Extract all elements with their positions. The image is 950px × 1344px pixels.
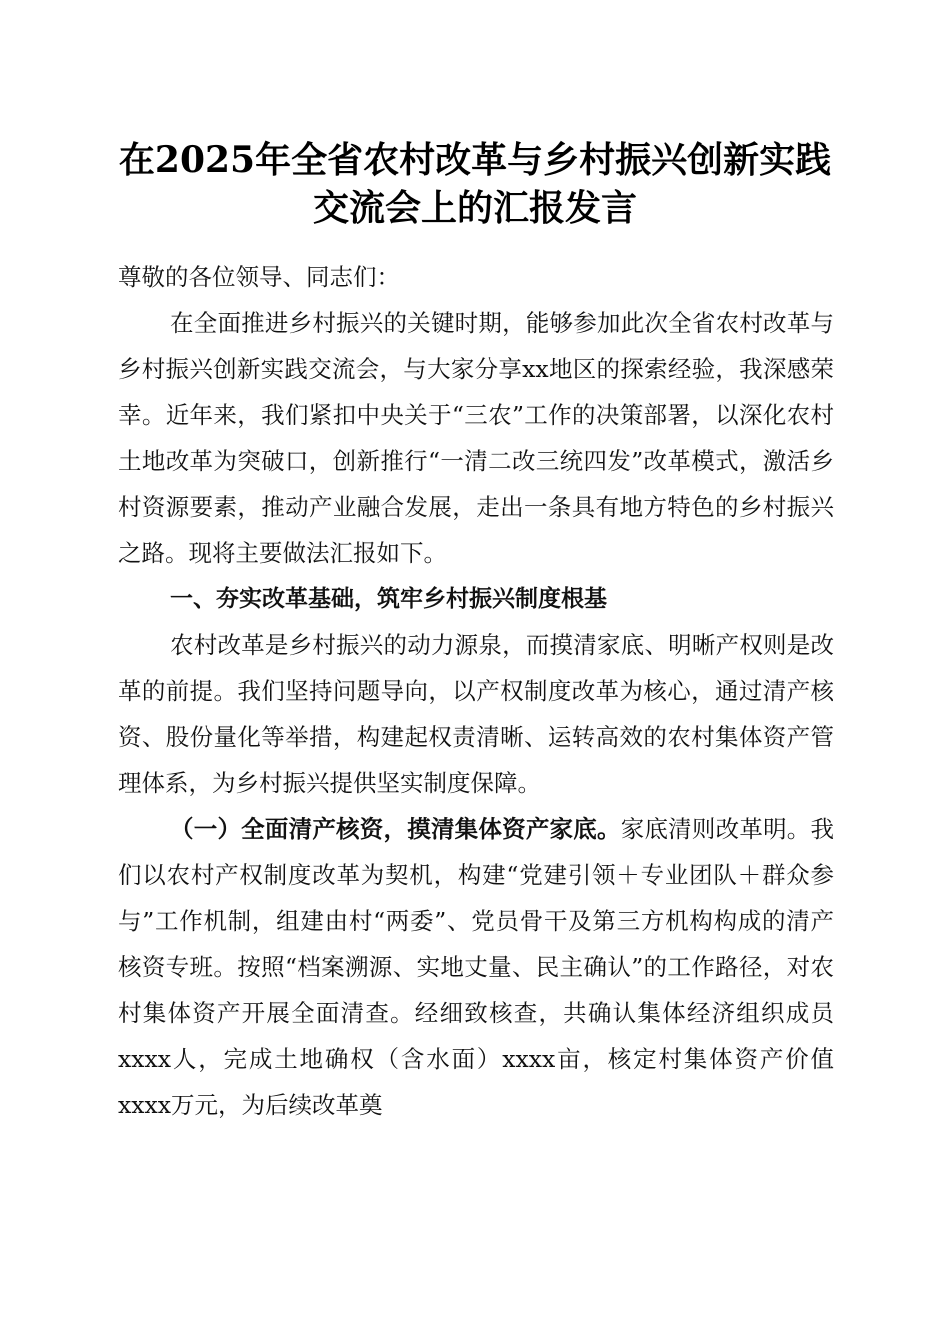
section-1-paragraph: 农村改革是乡村振兴的动力源泉，而摸清家底、明晰产权则是改革的前提。我们坚持问题导向，以产权制度改革为核心，通过清产核资、股份量化等举措，构建起权责清晰、运转高效的农村集体资产管理体系，为乡村振兴提供坚实制度保障。 — [118, 631, 834, 797]
document-body — [118, 254, 834, 1128]
subsection-1-body: 家底清则改革明。我们以农村产权制度改革为契机，构建“党建引领＋专业团队＋群众参与”工作机制，组建由村“两委”、党员骨干及第三方机构构成的清产核资专班。按照“档案溯源、实地丈量、民主确认”的工作路径，对农村集体资产开展全面清查。经细致核查，共确认集体经济组织成员xxxx人，完成土地确权（含水面）xxxx亩，核定村集体资产价值xxxx万元，为后续改革奠 — [118, 815, 835, 1119]
document-title-line-2: 交流会上的汇报发言 — [312, 187, 637, 229]
subsection-1-heading: （一）全面清产核资，摸清集体资产家底。 — [170, 815, 621, 843]
intro-paragraph: 在全面推进乡村振兴的关键时期，能够参加此次全省农村改革与乡村振兴创新实践交流会，与大家分享xx地区的探索经验，我深感荣幸。近年来，我们紧扣中央关于“三农”工作的决策部署，以深化农村土地改革为突破口，创新推行“一清二改三统四发”改革模式，激活乡村资源要素，推动产业融合发展，走出一条具有地方特色的乡村振兴之路。现将主要做法汇报如下。 — [118, 309, 834, 567]
subsection-1-paragraph — [118, 806, 834, 1128]
section-1-heading: 一、夯实改革基础，筑牢乡村振兴制度根基 — [170, 586, 607, 612]
document-title-line-1: 在2025年全省农村改革与乡村振兴创新实践 — [118, 139, 832, 181]
salutation: 尊敬的各位领导、同志们： — [118, 263, 400, 291]
